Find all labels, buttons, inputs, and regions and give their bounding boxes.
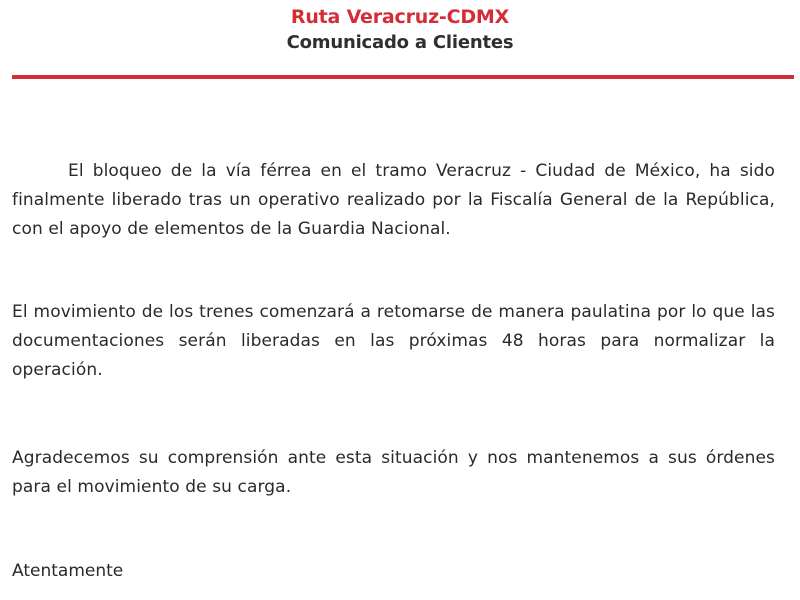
document-title: Ruta Veracruz-CDMX (290, 6, 510, 28)
paragraph-3: Agradecemos su comprensión ante esta situación y nos mantenemos a sus órdenes para el movimiento de su carga. (12, 448, 775, 497)
document-subtitle: Comunicado a Clientes (286, 32, 514, 53)
paragraph-1: El bloqueo de la vía férrea en el tramo Veracruz - Ciudad de México, ha sido finalmente liberado tras un operativo realizado por la Fiscalía General de la República, con el apoyo de elementos de la Guardia Nacional. (12, 161, 775, 239)
paragraph-2: El movimiento de los trenes comenzará a retomarse de manera paulatina por lo que las documentaciones serán liberadas en las próximas 48 horas para normalizar la operación. (12, 302, 775, 380)
closing-text: Atentamente (12, 561, 124, 581)
header-divider (12, 75, 794, 79)
document-header (0, 4, 800, 56)
